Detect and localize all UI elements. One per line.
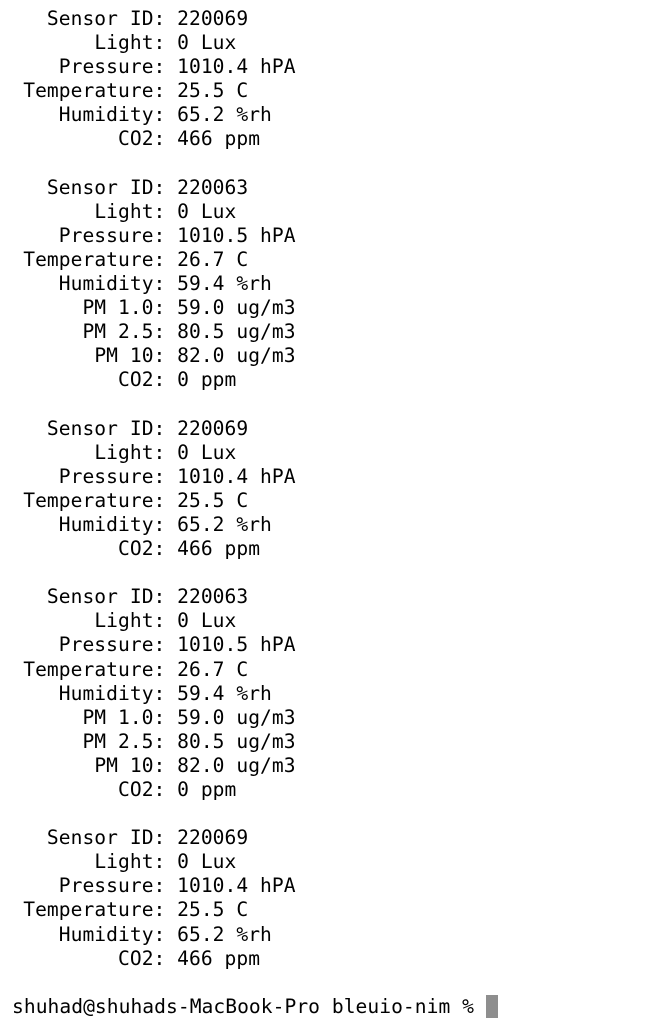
reading-label: PM 2.5	[82, 320, 154, 344]
reading-line	[12, 537, 296, 561]
reading-label: Temperature	[23, 488, 154, 512]
reading-value: 220069	[177, 826, 249, 850]
reading-value: 65.2 %rh	[177, 512, 272, 536]
reading-label: Temperature	[23, 657, 154, 681]
sensor-reading-block	[12, 585, 296, 802]
reading-label: Pressure	[58, 633, 154, 657]
reading-label: Pressure	[58, 464, 154, 488]
reading-value: 59.4 %rh	[177, 681, 272, 705]
reading-label: Temperature	[23, 898, 154, 922]
reading-label: Temperature	[23, 79, 154, 103]
reading-label: Light	[94, 609, 154, 633]
reading-value: 220063	[177, 175, 249, 199]
reading-line	[12, 778, 296, 802]
reading-value: 0 Lux	[177, 609, 237, 633]
reading-label: Pressure	[58, 874, 154, 898]
reading-line	[12, 344, 296, 368]
reading-separator: :	[153, 874, 166, 898]
reading-label: CO2	[118, 368, 154, 392]
sensor-reading-block	[12, 176, 296, 393]
reading-separator: :	[153, 778, 166, 801]
reading-line	[12, 658, 296, 682]
sensor-reading-block	[12, 826, 296, 971]
reading-separator: :	[153, 175, 166, 199]
shell-prompt: shuhad@shuhads-MacBook-Pro bleuio-nim %	[12, 995, 475, 1018]
reading-separator: :	[153, 296, 166, 320]
reading-value: 59.0 ug/m3	[177, 296, 296, 320]
reading-line	[12, 947, 296, 971]
reading-label: CO2	[118, 127, 154, 151]
reading-value: 0 Lux	[177, 440, 237, 464]
reading-separator: :	[153, 729, 166, 753]
reading-label: Humidity	[58, 922, 154, 946]
reading-label: CO2	[118, 778, 154, 801]
reading-line	[12, 898, 296, 922]
reading-separator: :	[153, 199, 166, 223]
reading-value: 25.5 C	[177, 79, 249, 103]
reading-separator: :	[153, 609, 166, 633]
reading-line	[12, 754, 296, 778]
reading-separator: :	[153, 850, 166, 874]
reading-line	[12, 730, 296, 754]
reading-separator: :	[153, 585, 166, 609]
reading-value: 1010.4 hPA	[177, 464, 296, 488]
reading-value: 26.7 C	[177, 247, 249, 271]
reading-line	[12, 7, 296, 31]
reading-value: 466 ppm	[177, 537, 261, 561]
reading-line	[12, 176, 296, 200]
reading-value: 65.2 %rh	[177, 103, 272, 127]
reading-line	[12, 31, 296, 55]
reading-value: 220069	[177, 7, 249, 30]
reading-separator: :	[153, 753, 166, 777]
reading-separator: :	[153, 7, 166, 30]
sensor-reading-block	[12, 417, 296, 562]
reading-label: Humidity	[58, 681, 154, 705]
command-prompt-line[interactable]	[12, 995, 498, 1019]
reading-line	[12, 682, 296, 706]
reading-line	[12, 79, 296, 103]
reading-value: 0 Lux	[177, 850, 237, 874]
reading-label: Sensor ID	[46, 175, 154, 199]
terminal-output	[12, 7, 296, 995]
reading-separator: :	[153, 440, 166, 464]
reading-line	[12, 465, 296, 489]
reading-separator: :	[153, 320, 166, 344]
text-cursor	[486, 995, 498, 1018]
reading-value: 26.7 C	[177, 657, 249, 681]
reading-label: Humidity	[58, 512, 154, 536]
reading-label: PM 2.5	[82, 729, 154, 753]
reading-line	[12, 826, 296, 850]
reading-line	[12, 417, 296, 441]
reading-separator: :	[153, 223, 166, 247]
reading-line	[12, 923, 296, 947]
reading-label: Sensor ID	[46, 826, 154, 850]
sensor-reading-block	[12, 7, 296, 152]
reading-line	[12, 585, 296, 609]
reading-value: 0 ppm	[177, 778, 237, 801]
reading-separator: :	[153, 512, 166, 536]
reading-value: 80.5 ug/m3	[177, 320, 296, 344]
reading-label: PM 10	[94, 344, 154, 368]
reading-line	[12, 368, 296, 392]
reading-value: 220069	[177, 416, 249, 440]
reading-separator: :	[153, 633, 166, 657]
reading-separator: :	[153, 79, 166, 103]
reading-value: 59.4 %rh	[177, 272, 272, 296]
reading-line	[12, 320, 296, 344]
reading-separator: :	[153, 657, 166, 681]
reading-separator: :	[153, 416, 166, 440]
reading-line	[12, 200, 296, 224]
reading-label: PM 1.0	[82, 705, 154, 729]
reading-value: 0 Lux	[177, 199, 237, 223]
reading-label: Temperature	[23, 247, 154, 271]
reading-value: 220063	[177, 585, 249, 609]
reading-line	[12, 874, 296, 898]
reading-separator: :	[153, 826, 166, 850]
reading-line	[12, 706, 296, 730]
reading-label: Light	[94, 850, 154, 874]
reading-separator: :	[153, 55, 166, 79]
reading-value: 0 Lux	[177, 31, 237, 55]
reading-label: Humidity	[58, 103, 154, 127]
reading-value: 1010.4 hPA	[177, 55, 296, 79]
reading-separator: :	[153, 705, 166, 729]
reading-line	[12, 103, 296, 127]
reading-separator: :	[153, 464, 166, 488]
reading-label: Light	[94, 440, 154, 464]
reading-line	[12, 609, 296, 633]
reading-label: Sensor ID	[46, 416, 154, 440]
reading-separator: :	[153, 537, 166, 561]
reading-value: 25.5 C	[177, 898, 249, 922]
reading-value: 65.2 %rh	[177, 922, 272, 946]
reading-line	[12, 127, 296, 151]
reading-label: Pressure	[58, 55, 154, 79]
reading-line	[12, 224, 296, 248]
reading-line	[12, 513, 296, 537]
reading-separator: :	[153, 127, 166, 151]
reading-label: Pressure	[58, 223, 154, 247]
reading-label: Sensor ID	[46, 585, 154, 609]
reading-separator: :	[153, 103, 166, 127]
reading-separator: :	[153, 31, 166, 55]
reading-label: CO2	[118, 537, 154, 561]
reading-value: 466 ppm	[177, 946, 261, 970]
reading-line	[12, 55, 296, 79]
reading-label: Light	[94, 199, 154, 223]
reading-label: Light	[94, 31, 154, 55]
reading-label: CO2	[118, 946, 154, 970]
reading-label: PM 10	[94, 753, 154, 777]
reading-separator: :	[153, 681, 166, 705]
reading-separator: :	[153, 898, 166, 922]
reading-line	[12, 633, 296, 657]
reading-label: PM 1.0	[82, 296, 154, 320]
reading-separator: :	[153, 344, 166, 368]
reading-value: 80.5 ug/m3	[177, 729, 296, 753]
reading-line	[12, 441, 296, 465]
reading-label: Sensor ID	[46, 7, 154, 30]
reading-line	[12, 272, 296, 296]
reading-value: 0 ppm	[177, 368, 237, 392]
reading-line	[12, 489, 296, 513]
reading-value: 82.0 ug/m3	[177, 753, 296, 777]
reading-separator: :	[153, 368, 166, 392]
reading-separator: :	[153, 946, 166, 970]
reading-separator: :	[153, 488, 166, 512]
reading-value: 25.5 C	[177, 488, 249, 512]
reading-value: 1010.5 hPA	[177, 633, 296, 657]
reading-separator: :	[153, 272, 166, 296]
reading-label: Humidity	[58, 272, 154, 296]
reading-value: 59.0 ug/m3	[177, 705, 296, 729]
reading-line	[12, 248, 296, 272]
reading-separator: :	[153, 247, 166, 271]
reading-value: 466 ppm	[177, 127, 261, 151]
reading-value: 82.0 ug/m3	[177, 344, 296, 368]
reading-value: 1010.4 hPA	[177, 874, 296, 898]
reading-line	[12, 850, 296, 874]
reading-separator: :	[153, 922, 166, 946]
reading-line	[12, 296, 296, 320]
reading-value: 1010.5 hPA	[177, 223, 296, 247]
